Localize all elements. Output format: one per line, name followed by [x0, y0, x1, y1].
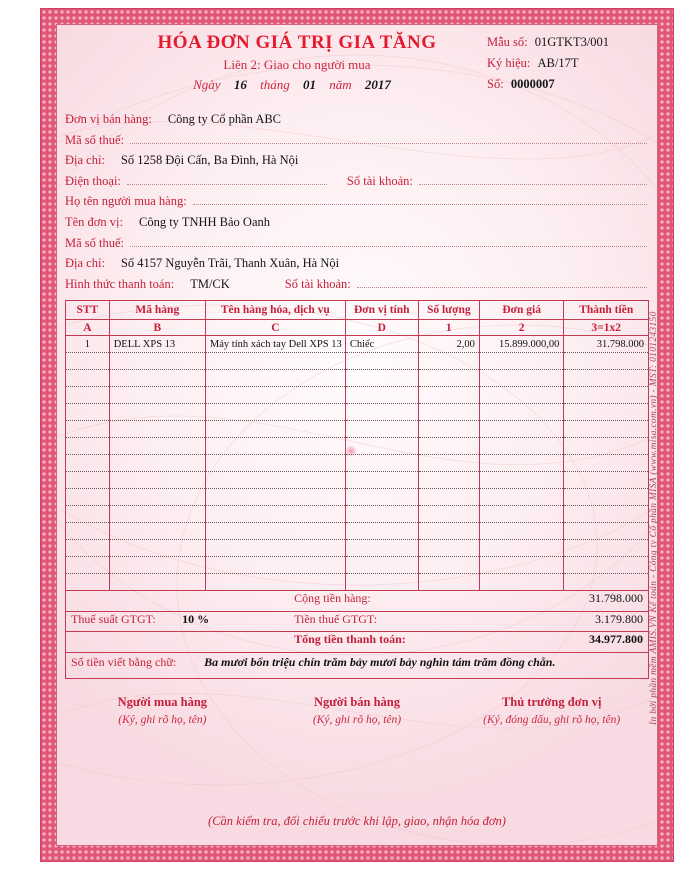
table-empty-row — [66, 370, 649, 387]
seller-address-label: Địa chỉ: — [65, 153, 105, 168]
vat-label: Tiền thuế GTGT: — [294, 611, 378, 626]
amount-in-words-value: Ba mươi bốn triệu chín trăm bảy mươi bảy nghìn tám trăm đồng chẵn. — [204, 654, 556, 669]
seller-phone-row — [65, 174, 649, 195]
buyer-account-blank-line — [357, 287, 647, 288]
vat-rate-box — [71, 612, 294, 627]
col-header-ma-hang: Mã hàng — [109, 301, 205, 320]
table-empty-row — [66, 506, 649, 523]
number-label: Số: — [487, 77, 504, 91]
totals-section — [65, 591, 649, 679]
table-empty-row — [66, 574, 649, 591]
invoice-body — [56, 24, 658, 846]
month-label: tháng — [260, 77, 290, 92]
col-code-d: D — [345, 320, 418, 336]
payment-row — [65, 277, 649, 298]
grand-total-label: Tổng tiền thanh toán: — [294, 632, 406, 647]
col-code-2: 2 — [479, 320, 564, 336]
subtotal-label: Cộng tiền hàng: — [294, 591, 371, 606]
buyer-unit-row — [65, 215, 649, 236]
signature-director-note: (Ký, đóng dấu, ghi rõ họ, tên) — [483, 713, 621, 726]
payment-value: TM/CK — [190, 276, 230, 291]
item-stt: 1 — [66, 336, 110, 353]
subtotal-row — [66, 591, 648, 612]
item-unit-price: 15.899.000,00 — [479, 336, 564, 353]
table-empty-row — [66, 421, 649, 438]
table-empty-row — [66, 404, 649, 421]
payment-label: Hình thức thanh toán: — [65, 276, 175, 291]
col-code-c: C — [205, 320, 345, 336]
col-header-don-gia: Đơn giá — [479, 301, 564, 320]
invoice-title: HÓA ĐƠN GIÁ TRỊ GIA TĂNG — [157, 32, 437, 53]
table-subheader-row — [66, 320, 649, 336]
invoice-meta — [487, 32, 647, 95]
day-label: Ngày — [193, 77, 221, 92]
seller-account-label: Số tài khoản: — [346, 173, 413, 188]
buyer-address-row — [65, 256, 649, 277]
copy-line: Liên 2: Giao cho người mua — [223, 57, 371, 72]
col-code-b: B — [109, 320, 205, 336]
form-no-row — [487, 32, 647, 53]
table-empty-row — [66, 438, 649, 455]
item-quantity: 2,00 — [418, 336, 479, 353]
serial-value: AB/17T — [537, 56, 579, 70]
invoice-header — [65, 32, 649, 108]
col-header-ten-hang: Tên hàng hóa, dịch vụ — [205, 301, 345, 320]
col-code-a: A — [66, 320, 110, 336]
table-empty-row — [66, 455, 649, 472]
subtotal-value: 31.798.000 — [589, 591, 643, 606]
buyer-tax-row — [65, 236, 649, 257]
seller-tax-row — [65, 133, 649, 154]
col-code-3: 3=1x2 — [564, 320, 649, 336]
table-empty-row — [66, 387, 649, 404]
signature-buyer-title: Người mua hàng — [117, 694, 208, 709]
grand-total-row — [66, 632, 648, 653]
table-empty-row — [66, 557, 649, 574]
buyer-unit-label: Tên đơn vị: — [65, 214, 123, 229]
buyer-tax-label: Mã số thuế: — [65, 235, 125, 250]
buyer-address-value: Số 4157 Nguyễn Trãi, Thanh Xuân, Hà Nội — [120, 256, 340, 271]
serial-row — [487, 53, 647, 74]
seller-unit-row — [65, 112, 649, 133]
table-header-row — [66, 301, 649, 320]
vat-rate-value: 10 % — [182, 611, 210, 626]
item-row — [66, 336, 649, 353]
col-header-don-vi-tinh: Đơn vị tính — [345, 301, 418, 320]
amount-in-words-label: Số tiền viết bằng chữ: — [71, 654, 177, 669]
items-table — [65, 300, 649, 591]
day-value: 16 — [233, 77, 247, 92]
item-unit: Chiếc — [345, 336, 418, 353]
number-value: 0000007 — [510, 77, 555, 91]
vat-row — [66, 612, 648, 633]
month-value: 01 — [302, 77, 316, 92]
items-body — [66, 336, 649, 591]
vat-value: 3.179.800 — [595, 611, 643, 626]
col-header-so-luong: Số lượng — [418, 301, 479, 320]
number-row — [487, 74, 647, 95]
seller-address-value: Số 1258 Đội Cấn, Ba Đình, Hà Nội — [120, 153, 299, 168]
serial-label: Ký hiệu: — [487, 56, 531, 70]
amount-in-words-row — [66, 653, 648, 678]
signature-director-title: Thủ trưởng đơn vị — [501, 694, 602, 709]
table-empty-row — [66, 472, 649, 489]
printer-side-note: In bởi phần mềm AMIS.VN Kế toán - Công ty Cổ phần MISA (www.misa.com.vn) - MST: 0101243150 — [649, 311, 659, 725]
buyer-address-label: Địa chỉ: — [65, 256, 105, 271]
table-empty-row — [66, 523, 649, 540]
form-no-value: 01GTKT3/001 — [534, 35, 610, 49]
signature-seller-title: Người bán hàng — [314, 694, 400, 709]
col-header-stt: STT — [66, 301, 110, 320]
table-empty-row — [66, 540, 649, 557]
buyer-name-row — [65, 194, 649, 215]
form-no-label: Mẫu số: — [487, 35, 528, 49]
seller-tax-label: Mã số thuế: — [65, 132, 125, 147]
item-code: DELL XPS 13 — [109, 336, 205, 353]
seller-phone-label: Điện thoại: — [65, 173, 121, 188]
item-amount: 31.798.000 — [564, 336, 649, 353]
vat-rate-label: Thuế suất GTGT: — [71, 611, 156, 626]
signature-seller-note: (Ký, ghi rõ họ, tên) — [312, 713, 402, 726]
year-label: năm — [329, 77, 352, 92]
party-info — [65, 112, 649, 297]
table-empty-row — [66, 353, 649, 370]
seller-address-row — [65, 153, 649, 174]
buyer-account-label: Số tài khoản: — [284, 276, 351, 291]
grand-total-value: 34.977.800 — [589, 632, 643, 647]
signature-buyer-note: (Ký, ghi rõ họ, tên) — [118, 713, 207, 726]
signature-buyer — [65, 695, 260, 726]
verification-note: (Cần kiểm tra, đối chiếu trước khi lập, giao, nhận hóa đơn) — [208, 814, 506, 828]
buyer-tax-blank-line — [130, 246, 647, 247]
signature-director — [454, 695, 649, 726]
col-code-1: 1 — [418, 320, 479, 336]
seller-phone-blank-line — [127, 184, 327, 185]
col-header-thanh-tien: Thành tiền — [564, 301, 649, 320]
buyer-name-label: Họ tên người mua hàng: — [65, 194, 187, 209]
seller-unit-value: Công ty Cổ phần ABC — [167, 112, 282, 126]
item-name: Máy tính xách tay Dell XPS 13 — [205, 336, 345, 353]
signature-section — [65, 695, 649, 726]
invoice-sheet — [40, 8, 674, 862]
seller-account-blank-line — [419, 184, 647, 185]
seller-unit-label: Đơn vị bán hàng: — [65, 112, 152, 126]
buyer-name-blank-line — [193, 204, 647, 205]
year-value: 2017 — [364, 77, 391, 92]
signature-seller — [260, 695, 455, 726]
buyer-unit-value: Công ty TNHH Bảo Oanh — [139, 214, 271, 229]
seller-tax-blank-line — [130, 143, 647, 144]
table-empty-row — [66, 489, 649, 506]
